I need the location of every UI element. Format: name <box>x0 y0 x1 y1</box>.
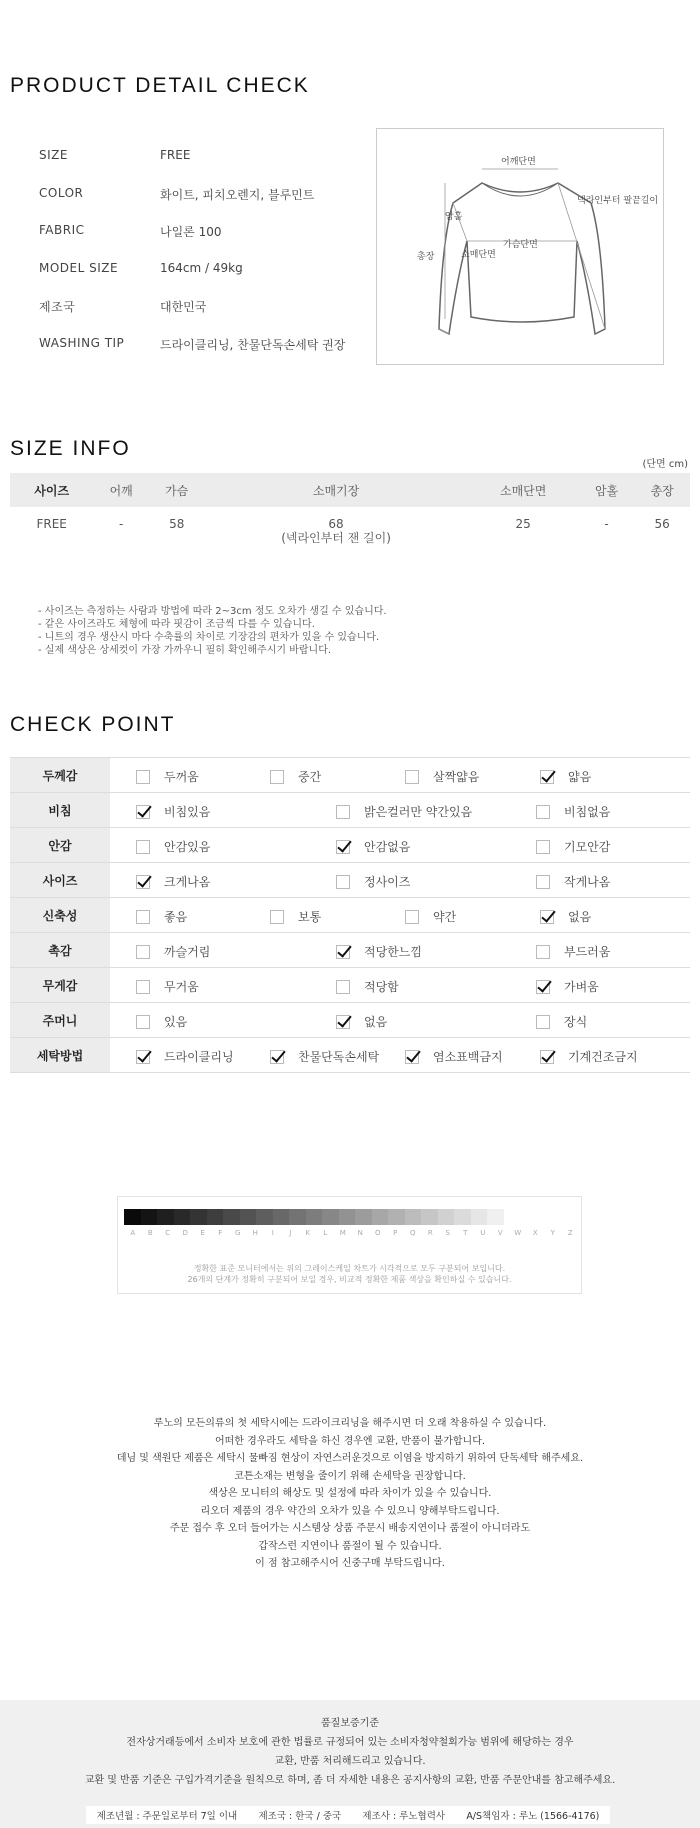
label-sleeve-length: 넥라인부터 팔끝길이 <box>577 196 659 206</box>
checkbox-empty-icon[interactable] <box>136 840 150 854</box>
gray-letter: R <box>427 1229 433 1237</box>
checkbox-checked-icon[interactable] <box>136 875 150 889</box>
check-option[interactable] <box>136 908 187 925</box>
check-option-label: 약간 <box>433 910 457 924</box>
footer-info: A/S책임자 : 루노 (1566-4176) <box>466 1811 600 1822</box>
check-point-table <box>10 757 690 1073</box>
size-note-line: - 사이즈는 측정하는 사람과 방법에 따라 2~3cm 정도 오차가 생길 수 있습니다. <box>38 606 387 617</box>
size-header-cell: 총장 <box>634 473 690 507</box>
checkbox-empty-icon[interactable] <box>336 805 350 819</box>
check-option[interactable] <box>136 873 210 890</box>
size-table <box>10 473 690 567</box>
gray-letter: A <box>130 1229 136 1237</box>
check-row-options <box>110 863 690 898</box>
check-option[interactable] <box>536 838 610 855</box>
size-notes <box>38 605 387 657</box>
gray-swatch <box>355 1209 372 1225</box>
check-option-label: 기모안감 <box>564 840 611 854</box>
check-option[interactable] <box>336 873 410 890</box>
check-option[interactable] <box>536 873 610 890</box>
gray-letter: F <box>218 1229 223 1237</box>
grayscale-gradient <box>124 1209 504 1225</box>
check-row-label: 두께감 <box>10 758 110 793</box>
check-option-label: 적당한느낌 <box>364 945 422 959</box>
check-option-label: 크게나옴 <box>164 875 211 889</box>
gray-swatch <box>471 1209 488 1225</box>
check-option-label: 까슬거림 <box>164 945 211 959</box>
gray-letter: E <box>200 1229 205 1237</box>
gray-swatch <box>388 1209 405 1225</box>
check-row <box>10 863 690 898</box>
check-option-label: 두꺼움 <box>164 770 199 784</box>
check-row <box>10 758 690 793</box>
check-option-label: 장식 <box>564 1015 588 1029</box>
label-armhole: 암홀 <box>445 212 463 222</box>
check-option[interactable] <box>336 943 422 960</box>
footer-lines <box>0 1733 700 1790</box>
check-row <box>10 968 690 1003</box>
check-row-label: 무게감 <box>10 968 110 1003</box>
size-cell <box>579 507 635 567</box>
size-cell <box>93 507 149 567</box>
check-option-label: 안감있음 <box>164 840 211 854</box>
gray-letter: V <box>497 1229 503 1237</box>
check-row-options <box>110 968 690 1003</box>
gray-letter: N <box>357 1229 363 1237</box>
check-row <box>10 1038 690 1073</box>
gray-letter: C <box>165 1229 171 1237</box>
gray-letter: K <box>305 1229 311 1237</box>
check-option-label: 없음 <box>364 1015 388 1029</box>
check-row-options <box>110 758 690 793</box>
gray-swatch <box>223 1209 240 1225</box>
check-option[interactable] <box>536 978 599 995</box>
check-row-options <box>110 933 690 968</box>
check-option-label: 찬물단독손세탁 <box>298 1050 380 1064</box>
footer-title: 품질보증기준 <box>321 1718 379 1729</box>
detail-value: FREE <box>160 148 191 162</box>
gray-swatch <box>405 1209 422 1225</box>
grayscale-note-1: 정확한 표준 모니터에서는 위의 그레이스케일 차트가 시각적으로 모두 구분되어 보입니다. <box>193 1264 506 1273</box>
detail-value: 드라이클리닝, 찬물단독손세탁 권장 <box>160 337 346 352</box>
checkbox-empty-icon[interactable] <box>136 770 150 784</box>
check-option-label: 살짝얇음 <box>433 770 480 784</box>
check-row-label: 세탁방법 <box>10 1038 110 1073</box>
gray-letter: Y <box>550 1229 555 1237</box>
check-option[interactable] <box>270 908 321 925</box>
checkbox-checked-icon[interactable] <box>540 1050 554 1064</box>
label-shoulder: 어깨단면 <box>501 157 536 167</box>
size-value: - <box>604 517 609 531</box>
check-option[interactable] <box>536 1013 587 1030</box>
checkbox-checked-icon[interactable] <box>540 910 554 924</box>
check-option[interactable] <box>136 768 199 785</box>
footer-info: 제조년월 : 주문일로부터 7일 이내 <box>96 1811 238 1822</box>
gray-swatch <box>487 1209 504 1225</box>
size-header-cell: 소매기장 <box>205 473 468 507</box>
size-note-line: - 같은 사이즈라도 체형에 따라 핏감이 조금씩 다를 수 있습니다. <box>38 619 315 630</box>
check-option-label: 무거움 <box>164 980 199 994</box>
check-option-label: 비침없음 <box>564 805 611 819</box>
detail-label: 제조국 <box>39 300 76 314</box>
size-note-line: - 실제 색상은 상세컷이 가장 가까우니 필히 확인해주시기 바랍니다. <box>38 645 332 656</box>
check-row <box>10 828 690 863</box>
gray-letter: W <box>514 1229 522 1237</box>
size-value: 25 <box>515 517 531 531</box>
size-value: 68 <box>328 517 344 531</box>
checkbox-empty-icon[interactable] <box>270 910 284 924</box>
check-option-label: 비침있음 <box>164 805 211 819</box>
detail-label: MODEL SIZE <box>39 260 119 275</box>
check-option[interactable] <box>136 943 210 960</box>
check-option-label: 염소표백금지 <box>433 1050 503 1064</box>
size-table-header <box>10 473 690 507</box>
gray-swatch <box>256 1209 273 1225</box>
size-header-cell: 어깨 <box>93 473 149 507</box>
gray-letter: U <box>480 1229 486 1237</box>
checkbox-empty-icon[interactable] <box>405 770 419 784</box>
notice-line: 주문 접수 후 오더 들어가는 시스템상 상품 주문시 배송지연이나 품절이 아니더라도 <box>169 1523 531 1534</box>
size-cell <box>634 507 690 567</box>
check-option-label: 안감없음 <box>364 840 411 854</box>
gray-swatch <box>421 1209 438 1225</box>
check-row-options <box>110 793 690 828</box>
gray-swatch <box>207 1209 224 1225</box>
checkbox-checked-icon[interactable] <box>405 1050 419 1064</box>
gray-swatch <box>240 1209 257 1225</box>
check-option[interactable] <box>540 1048 638 1065</box>
checkbox-empty-icon[interactable] <box>536 840 550 854</box>
gray-letter: D <box>182 1229 188 1237</box>
notice-line: 코튼소재는 변형을 줄이기 위해 손세탁을 권장합니다. <box>234 1470 466 1482</box>
check-option-label: 보통 <box>298 910 322 924</box>
notice-line: 리오더 제품의 경우 약간의 오차가 있을 수 있으니 양해부탁드립니다. <box>200 1505 500 1517</box>
check-option-label: 얇음 <box>568 770 592 784</box>
grayscale-note <box>118 1263 581 1285</box>
detail-value: 대한민국 <box>160 300 207 314</box>
notice-line: 루노의 모든의류의 첫 세탁시에는 드라이크리닝을 해주시면 더 오래 착용하실 수 있습니다. <box>153 1418 547 1429</box>
gray-swatch <box>157 1209 174 1225</box>
size-value: - <box>118 517 124 531</box>
check-option-label: 부드러움 <box>564 945 611 959</box>
size-cell <box>149 507 205 567</box>
gray-letter: M <box>339 1229 346 1237</box>
gray-swatch <box>438 1209 455 1225</box>
gray-letter: P <box>393 1229 398 1237</box>
gray-swatch <box>322 1209 339 1225</box>
detail-heading: PRODUCT DETAIL CHECK <box>10 74 310 97</box>
check-option[interactable] <box>540 908 591 925</box>
check-option[interactable] <box>336 803 472 820</box>
grayscale-note-2: 26개의 단계가 정확히 구분되어 보일 경우, 비교적 정확한 제품 색상을 확인하실 수 있습니다. <box>187 1275 512 1284</box>
check-option[interactable] <box>136 1048 234 1065</box>
check-row <box>10 933 690 968</box>
gray-letter: J <box>289 1229 292 1237</box>
checkbox-checked-icon[interactable] <box>336 945 350 959</box>
check-option[interactable] <box>136 978 199 995</box>
size-value: 56 <box>654 517 670 531</box>
size-table-row <box>10 507 690 567</box>
gray-swatch <box>141 1209 158 1225</box>
check-option[interactable] <box>405 1048 503 1065</box>
gray-letter: X <box>532 1229 538 1237</box>
check-option-label: 좋음 <box>164 910 188 924</box>
check-option[interactable] <box>536 803 610 820</box>
garment-diagram <box>376 128 664 365</box>
checkbox-checked-icon[interactable] <box>540 770 554 784</box>
checkbox-empty-icon[interactable] <box>405 910 419 924</box>
check-row-options <box>110 898 690 933</box>
check-option[interactable] <box>136 838 210 855</box>
size-note-line: - 니트의 경우 생산시 마다 수축률의 차이로 기장감의 편차가 있을 수 있습니다. <box>38 632 380 643</box>
gray-swatch <box>174 1209 191 1225</box>
checkbox-empty-icon[interactable] <box>336 980 350 994</box>
check-option[interactable] <box>540 768 591 785</box>
gray-letter: H <box>252 1229 258 1237</box>
check-option[interactable] <box>136 803 210 820</box>
footer-line: 교환, 반품 처리해드리고 있습니다. <box>274 1756 426 1767</box>
gray-swatch <box>339 1209 356 1225</box>
check-row-options <box>110 828 690 863</box>
detail-label: COLOR <box>39 185 84 200</box>
checkbox-empty-icon[interactable] <box>536 945 550 959</box>
check-row-label: 촉감 <box>10 933 110 968</box>
check-option[interactable] <box>536 943 610 960</box>
detail-value: 화이트, 피치오렌지, 블루민트 <box>160 187 315 202</box>
gray-swatch <box>190 1209 207 1225</box>
quality-footer <box>0 1700 700 1828</box>
detail-value: 164cm / 49kg <box>160 260 243 275</box>
notice-line: 갑작스런 지연이나 품절이 될 수 있습니다. <box>258 1540 442 1552</box>
size-value: 58 <box>169 517 185 531</box>
gray-letter: S <box>445 1229 450 1237</box>
check-row-options <box>110 1038 690 1073</box>
check-option-label: 작게나옴 <box>564 875 611 889</box>
check-row <box>10 898 690 933</box>
checkbox-empty-icon[interactable] <box>336 875 350 889</box>
check-option[interactable] <box>336 1013 387 1030</box>
check-row-label: 사이즈 <box>10 863 110 898</box>
check-option-label: 정사이즈 <box>364 875 411 889</box>
size-sleeve-note: (넥라인부터 잰 길이) <box>281 531 391 545</box>
checkbox-empty-icon[interactable] <box>136 945 150 959</box>
checkbox-empty-icon[interactable] <box>136 910 150 924</box>
checkbox-checked-icon[interactable] <box>136 805 150 819</box>
check-row <box>10 1003 690 1038</box>
check-option[interactable] <box>270 1048 379 1065</box>
check-option-label: 적당함 <box>364 980 399 994</box>
checkbox-empty-icon[interactable] <box>536 1015 550 1029</box>
check-option-label: 중간 <box>298 770 322 784</box>
detail-label: WASHING TIP <box>39 335 125 350</box>
gray-letter: T <box>463 1229 468 1237</box>
checkbox-checked-icon[interactable] <box>336 840 350 854</box>
checkbox-checked-icon[interactable] <box>336 1015 350 1029</box>
check-option[interactable] <box>336 838 410 855</box>
check-option[interactable] <box>405 908 456 925</box>
label-sleeve-width: 소매단면 <box>461 250 496 260</box>
check-option[interactable] <box>405 768 479 785</box>
gray-swatch <box>454 1209 471 1225</box>
checkbox-empty-icon[interactable] <box>536 875 550 889</box>
check-row-label: 신축성 <box>10 898 110 933</box>
gray-letter: I <box>271 1229 274 1237</box>
size-cell <box>205 507 468 567</box>
check-row-label: 주머니 <box>10 1003 110 1038</box>
size-header-cell: 사이즈 <box>10 473 93 507</box>
footer-info: 제조국 : 한국 / 중국 <box>258 1811 342 1822</box>
gray-letter: Z <box>567 1229 573 1237</box>
gray-letter: G <box>235 1229 241 1237</box>
notice-line: 이 점 참고해주시어 신중구매 부탁드립니다. <box>255 1558 445 1569</box>
detail-label: FABRIC <box>39 223 85 237</box>
footer-info: 제조사 : 루노협력사 <box>362 1811 446 1822</box>
check-row-options <box>110 1003 690 1038</box>
gray-letter: B <box>147 1229 153 1237</box>
gray-swatch <box>273 1209 290 1225</box>
check-option-label: 가벼움 <box>564 980 599 994</box>
size-header-cell: 가슴 <box>149 473 205 507</box>
footer-info-strip <box>86 1806 610 1824</box>
checkbox-checked-icon[interactable] <box>536 980 550 994</box>
size-value: FREE <box>36 517 67 531</box>
footer-line: 교환 및 반품 기준은 구입가격기준을 원칙으로 하며, 좀 더 자세한 내용은 공지사항의 교환, 반품 주문안내를 참고해주세요. <box>84 1775 616 1786</box>
checkbox-empty-icon[interactable] <box>136 1015 150 1029</box>
label-total: 총장 <box>417 252 435 262</box>
check-option-label: 없음 <box>568 910 592 924</box>
check-row-label: 비침 <box>10 793 110 828</box>
gray-letter: Q <box>409 1229 416 1237</box>
check-option[interactable] <box>136 1013 187 1030</box>
check-option-label: 있음 <box>164 1015 188 1029</box>
notice-line: 어떠한 경우라도 세탁을 하신 경우엔 교환, 반품이 불가합니다. <box>214 1435 486 1447</box>
notice-text <box>0 1415 700 1573</box>
gray-letter: L <box>323 1229 328 1237</box>
notice-line: 색상은 모니터의 해상도 및 설정에 따라 차이가 있을 수 있습니다. <box>208 1488 492 1499</box>
gray-letter: O <box>374 1229 381 1237</box>
check-row-label: 안감 <box>10 828 110 863</box>
gray-swatch <box>306 1209 323 1225</box>
check-option-label: 밝은컬러만 약간있음 <box>364 805 473 819</box>
size-cell <box>10 507 93 567</box>
checkbox-checked-icon[interactable] <box>270 1050 284 1064</box>
checkbox-empty-icon[interactable] <box>270 770 284 784</box>
size-unit: (단면 cm) <box>642 459 688 470</box>
label-chest: 가슴단면 <box>503 240 538 250</box>
footer-line: 전자상거래등에서 소비자 보호에 관한 법률로 규정되어 있는 소비자청약철회가능 범위에 해당하는 경우 <box>126 1737 574 1748</box>
detail-value: 나일론 100 <box>160 225 222 239</box>
checkbox-empty-icon[interactable] <box>136 980 150 994</box>
gray-swatch <box>372 1209 389 1225</box>
check-option[interactable] <box>336 978 399 995</box>
check-row <box>10 793 690 828</box>
checkbox-empty-icon[interactable] <box>536 805 550 819</box>
checkbox-checked-icon[interactable] <box>136 1050 150 1064</box>
size-header-cell: 암홀 <box>579 473 635 507</box>
size-info-heading: SIZE INFO <box>10 437 131 460</box>
gray-swatch <box>289 1209 306 1225</box>
grayscale-letters <box>124 1229 579 1237</box>
check-option[interactable] <box>270 768 321 785</box>
check-point-heading: CHECK POINT <box>10 713 176 736</box>
detail-label: SIZE <box>39 148 68 162</box>
gray-swatch <box>124 1209 141 1225</box>
check-option-label: 기계건조금지 <box>568 1050 638 1064</box>
size-header-cell: 소매단면 <box>468 473 579 507</box>
grayscale-chart <box>117 1196 582 1294</box>
footer-text <box>0 1714 700 1790</box>
check-option-label: 드라이클리닝 <box>164 1050 234 1064</box>
notice-line: 데님 및 색원단 제품은 세탁시 물빠짐 현상이 자연스러운것으로 이염을 방지하기 위하여 단독세탁 해주세요. <box>116 1453 584 1464</box>
size-cell <box>468 507 579 567</box>
